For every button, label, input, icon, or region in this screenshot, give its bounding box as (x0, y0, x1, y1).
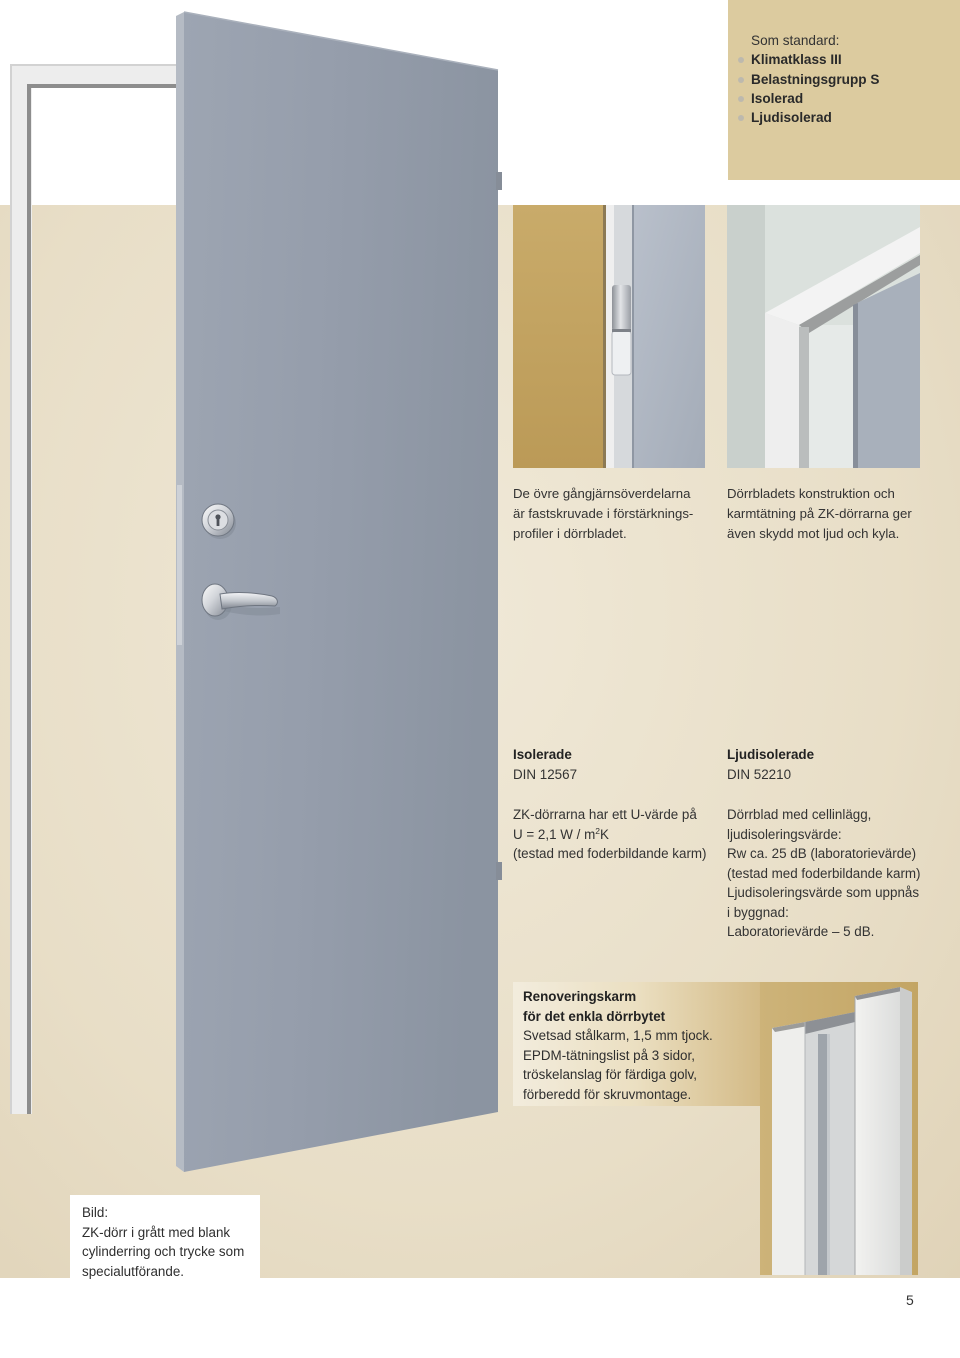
door-illustration (0, 0, 510, 1180)
renovation-title: Renoveringskarm (523, 989, 637, 1004)
hinge-photo (513, 205, 705, 468)
renovation-subtitle: för det enkla dörrbytet (523, 1008, 666, 1024)
standard-item-label: Isolerad (751, 90, 804, 106)
frame-profile-photo (760, 982, 918, 1275)
standard-heading: Som standard: (751, 33, 840, 48)
standard-item (751, 108, 879, 127)
spec-standard: DIN 12567 (513, 766, 578, 782)
renovation-frame-text (523, 987, 713, 1105)
renovation-line: tröskelanslag för färdiga golv, (523, 1067, 697, 1083)
spec-line: ljudisoleringsvärde: (727, 826, 842, 842)
standard-item-label: Klimatklass III (751, 52, 842, 68)
insulation-spec (513, 745, 707, 864)
u-value-suffix: K (599, 826, 609, 842)
bullet-icon (738, 115, 744, 121)
bullet-icon (738, 57, 744, 63)
spec-line: Laboratorievärde – 5 dB. (727, 924, 875, 939)
spec-line: (testad med foderbildande karm) (727, 865, 921, 881)
spec-line: Dörrblad med cellinlägg, (727, 807, 872, 822)
image-caption (82, 1203, 244, 1281)
spec-line: ZK-dörrarna har ett U-värde på (513, 807, 697, 822)
sound-insulation-spec (727, 745, 921, 942)
spec-line: Rw ca. 25 dB (laboratorievärde) (727, 846, 917, 861)
standard-item (751, 70, 879, 89)
hinge (496, 862, 502, 880)
u-value-prefix: U = 2,1 W / m (513, 826, 596, 842)
spec-standard: DIN 52210 (727, 766, 792, 782)
image-caption-box (70, 1195, 260, 1285)
frame-photo (727, 205, 920, 468)
standard-item (751, 89, 879, 108)
standard-item-label: Belastningsgrupp S (751, 71, 880, 87)
spec-description (513, 805, 707, 864)
caption-line: är fastskruvade i förstärknings- (513, 506, 694, 521)
image-caption-line: ZK-dörr i grått med blank (82, 1224, 231, 1240)
renovation-line: Svetsad stålkarm, 1,5 mm tjock. (523, 1028, 713, 1044)
door-frame (10, 64, 186, 1114)
standard-features-box (728, 0, 960, 180)
renovation-frame-box (513, 982, 761, 1106)
u-value (513, 825, 707, 845)
image-caption-heading: Bild: (82, 1205, 109, 1220)
hinge (612, 285, 631, 375)
renovation-line: EPDM-tätningslist på 3 sidor, (523, 1047, 695, 1063)
spec-line: Ljudisoleringsvärde som uppnås (727, 885, 920, 900)
hinge (496, 172, 502, 190)
caption-line: Dörrbladets konstruktion och (727, 486, 895, 501)
page-number: 5 (906, 1292, 914, 1308)
standard-item-label: Ljudisolerad (751, 110, 832, 126)
image-caption-line: specialutförande. (82, 1263, 184, 1279)
caption-line: profiler i dörrbladet. (513, 526, 627, 541)
hinge-caption (513, 484, 693, 544)
renovation-line: förberedd för skruvmontage. (523, 1086, 692, 1102)
frame-caption (727, 484, 912, 544)
caption-line: De övre gångjärnsöverdelarna (513, 486, 691, 501)
image-caption-line: cylinderring och trycke som (82, 1244, 245, 1259)
u-value-exponent: 2 (595, 825, 600, 836)
spec-line: (testad med foderbildande karm) (513, 846, 707, 861)
bullet-icon (738, 96, 744, 102)
standard-item (751, 50, 879, 69)
spec-title: Ljudisolerade (727, 747, 815, 762)
bullet-icon (738, 77, 744, 83)
spec-line: i byggnad: (727, 904, 789, 920)
spec-description (727, 805, 921, 942)
standard-features-list (751, 31, 879, 127)
caption-line: även skydd mot ljud och kyla. (727, 526, 900, 541)
caption-line: karmtätning på ZK-dörrarna ger (727, 506, 912, 521)
spec-title: Isolerade (513, 747, 572, 762)
